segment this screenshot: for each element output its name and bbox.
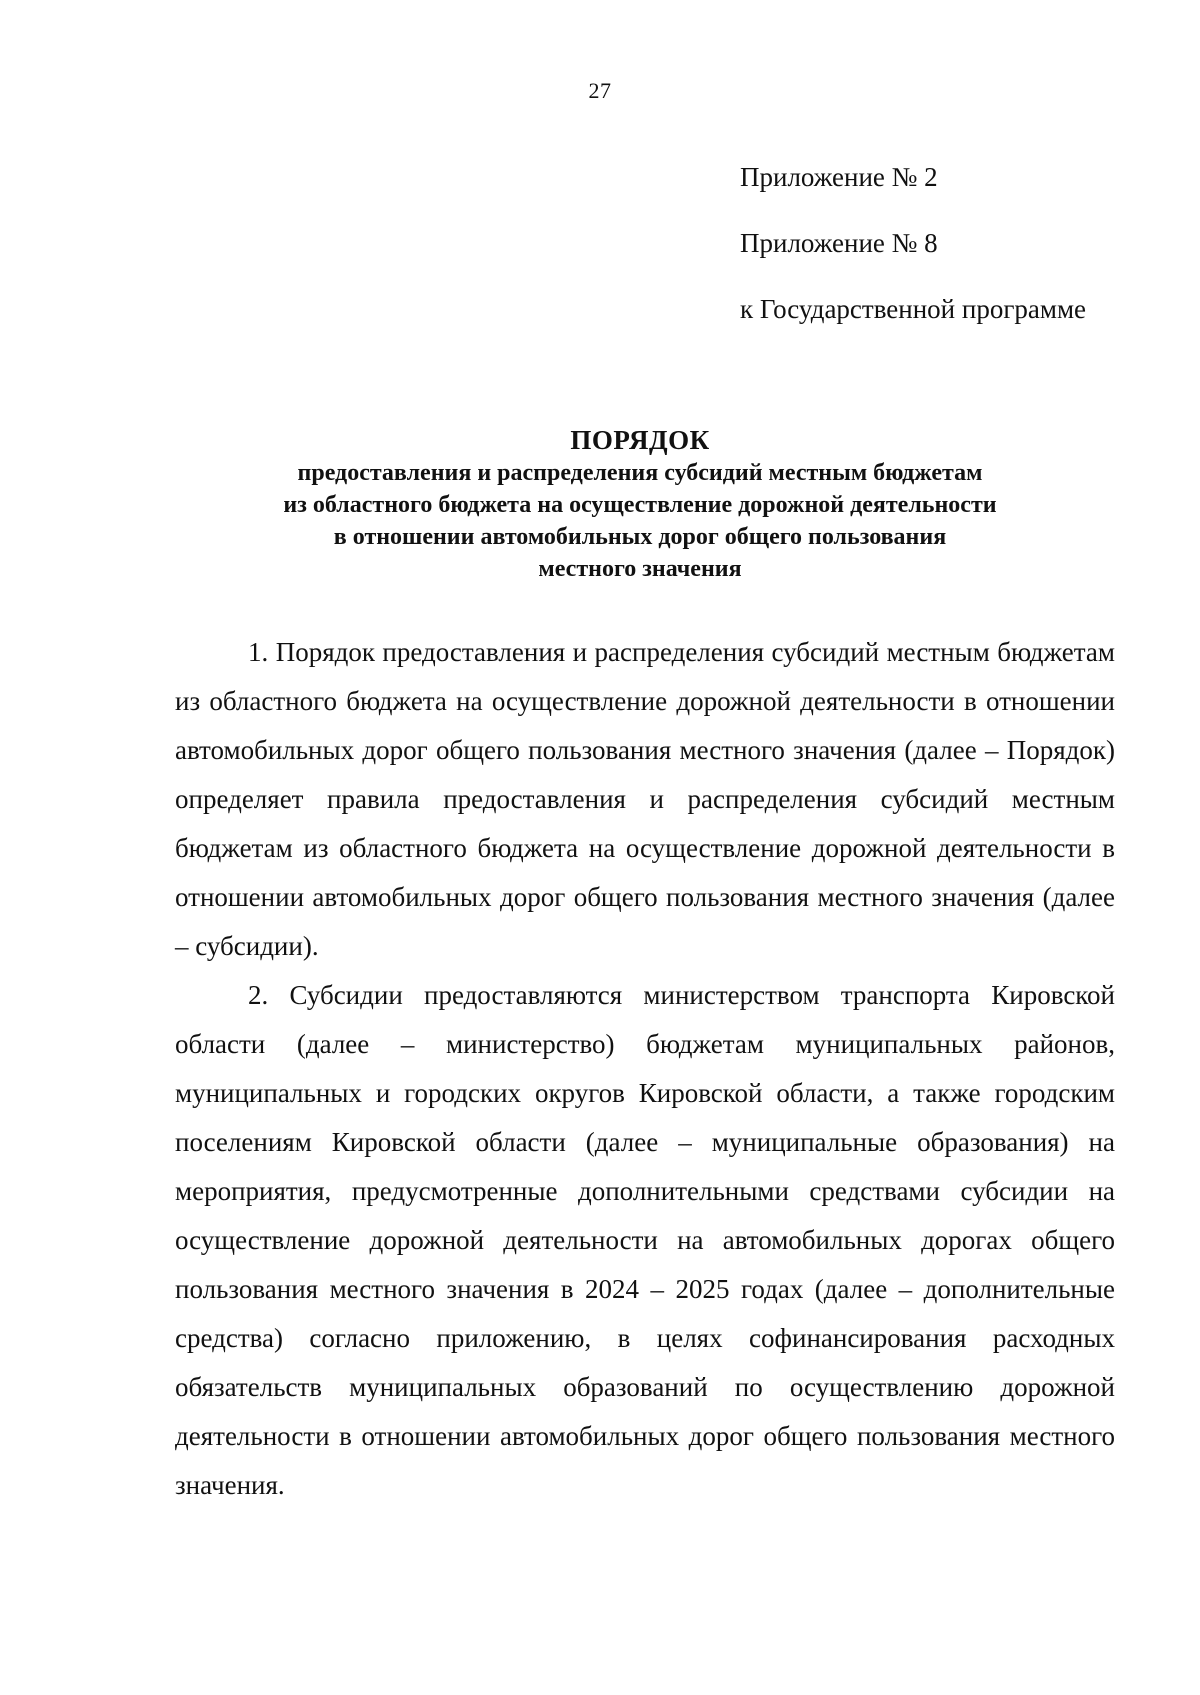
document-subtitle-line-4: местного значения [538, 556, 742, 582]
paragraph-1: 1. Порядок предоставления и распределения субсидий местным бюджетам из областного бюджета на осуществление дорожной деятельности в отношении автомобильных дорог общего пользования местного значения (далее – Порядок) определяет правила предоставления и распределения субсидий местным бюджетам из областного бюджета на осуществление дорожной деятельности в отношении автомобильных дорог общего пользования местного значения (далее – субсидии). [175, 637, 1115, 961]
attachment-line-1: Приложение № 2 [740, 162, 938, 192]
document-heading: ПОРЯДОК [570, 425, 710, 455]
document-body [175, 628, 1115, 1510]
paragraph-2: 2. Субсидии предоставляются министерством транспорта Кировской области (далее – министерство) бюджетам муниципальных районов, муниципальных и городских округов Кировской области, а также городским поселениям Кировской области (далее – муниципальные образования) на мероприятия, предусмотренные дополнительными средствами субсидии на осуществление дорожной деятельности на автомобильных дорогах общего пользования местного значения в 2024 – 2025 годах (далее – дополнительные средства) согласно приложению, в целях софинансирования расходных обязательств муниципальных образований по осуществлению дорожной деятельности в отношении автомобильных дорог общего пользования местного значения. [175, 980, 1115, 1500]
document-subtitle-line-1: предоставления и распределения субсидий местным бюджетам [297, 460, 983, 486]
attachment-line-2: Приложение № 8 [740, 228, 938, 258]
document-subtitle-line-2: из областного бюджета на осуществление дорожной деятельности [283, 492, 997, 518]
attachment-line-3: к Государственной программе [740, 294, 1087, 324]
page-number: 27 [588, 78, 612, 103]
document-subtitle-line-3: в отношении автомобильных дорог общего пользования [333, 524, 947, 550]
document-title-block [160, 423, 1120, 585]
attachment-block [740, 162, 1160, 360]
